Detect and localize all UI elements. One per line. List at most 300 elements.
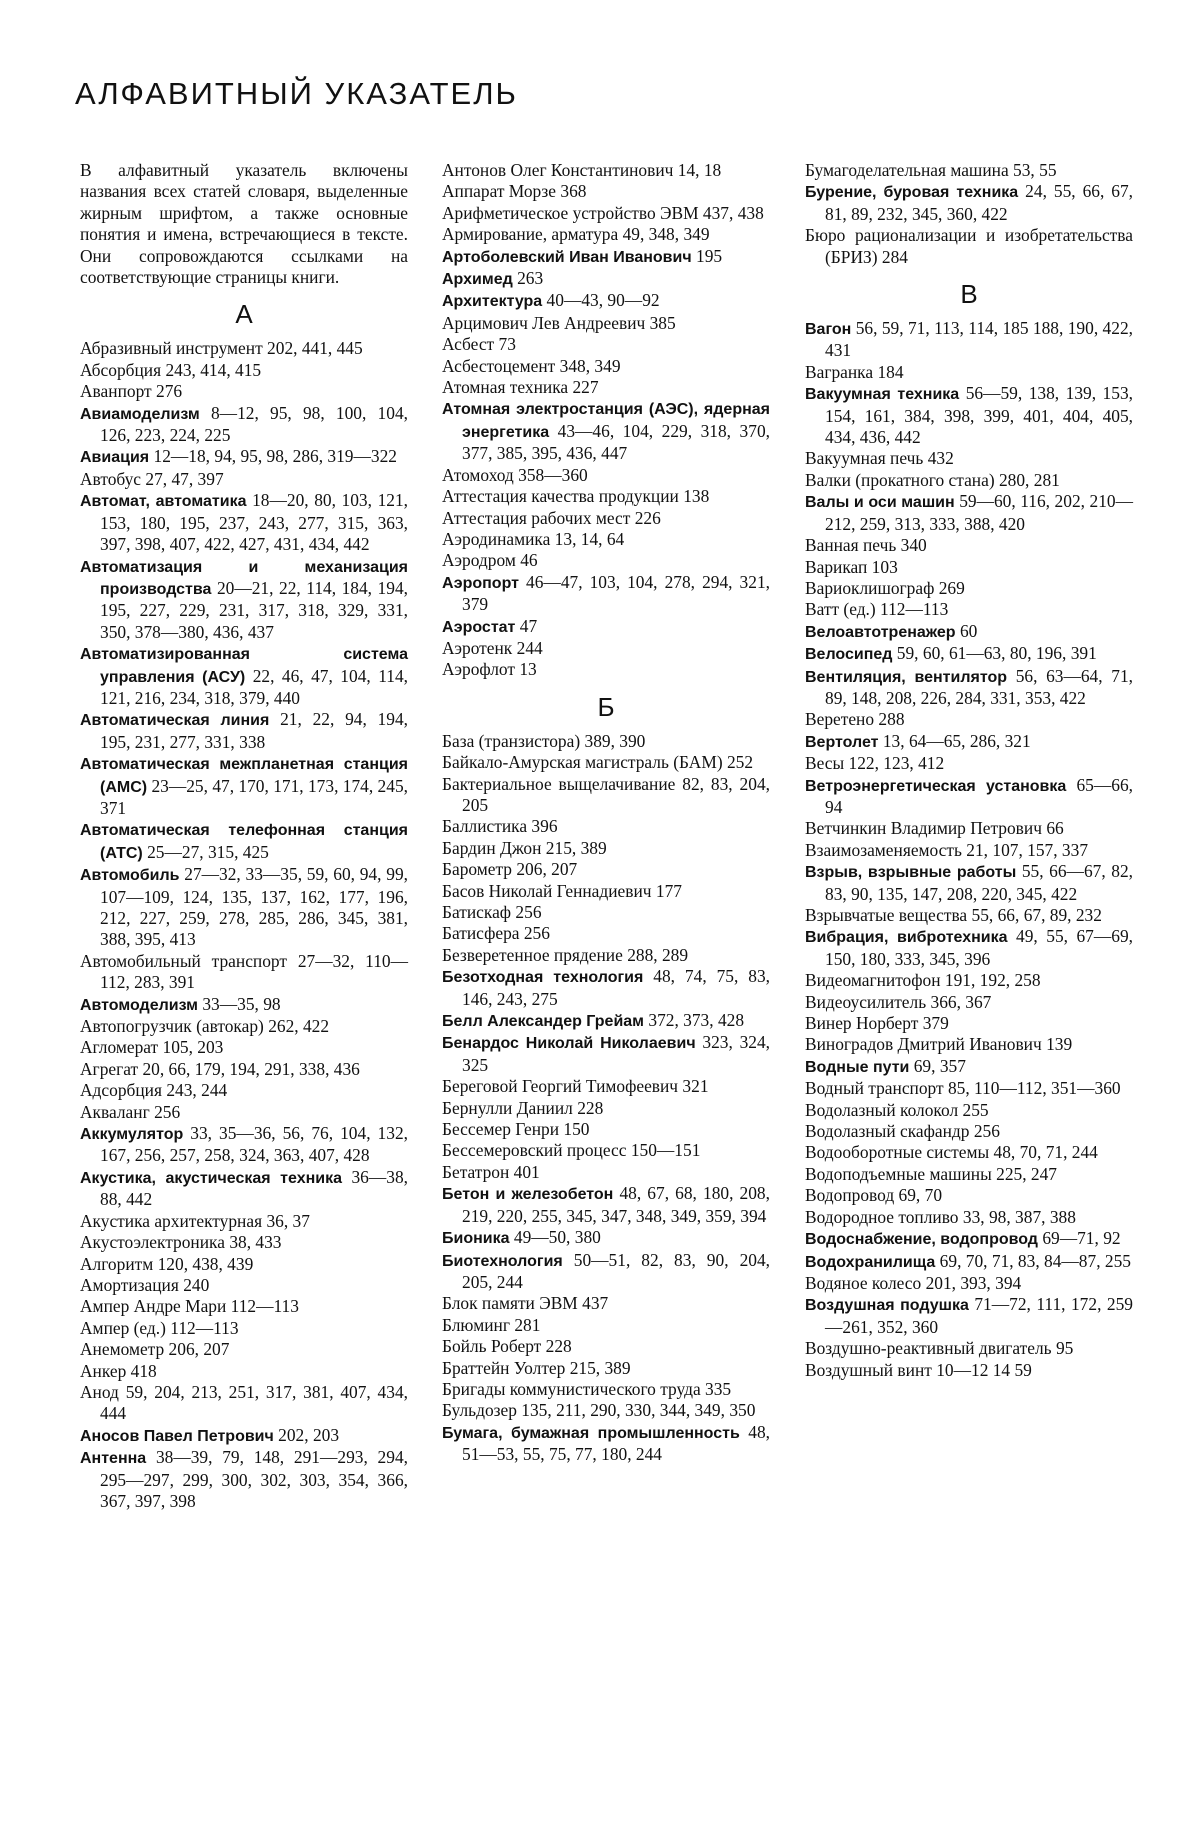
entry-term: Велосипед: [805, 646, 893, 664]
entry-term: Береговой Георгий Тимофеевич: [442, 1076, 679, 1097]
index-entry: [80, 1016, 408, 1037]
index-entry: [442, 203, 770, 224]
entry-term: Вертолет: [805, 733, 879, 751]
entry-pages: 59—60, 116, 202, 210—212, 259, 313, 333, 388, 420: [825, 491, 1133, 534]
entry-pages: 71—72, 111, 172, 259—261, 352, 360: [825, 1294, 1133, 1337]
entry-pages: 276: [156, 381, 183, 402]
index-entry: [80, 1339, 408, 1360]
entry-term: Валы и оси машин: [805, 494, 955, 512]
entry-pages: 13: [519, 659, 537, 680]
index-entry: [80, 1382, 408, 1425]
index-column-1: [80, 160, 408, 1512]
index-entry: [442, 1119, 770, 1140]
entry-term: Абсорбция: [80, 359, 162, 380]
entry-pages: 228: [577, 1097, 604, 1118]
index-entry: [80, 490, 408, 555]
index-entry: [442, 465, 770, 486]
entry-term: Атомная техника: [442, 377, 569, 398]
index-entry: [442, 181, 770, 202]
entry-pages: 23—25, 47, 170, 171, 173, 174, 245, 371: [100, 775, 408, 818]
index-entry: [805, 926, 1133, 970]
index-entry: [442, 398, 770, 464]
index-entry: [805, 1294, 1133, 1338]
entry-pages: 437, 438: [702, 202, 764, 223]
entry-pages: 150: [563, 1119, 590, 1140]
entry-pages: 14, 18: [677, 160, 722, 180]
entry-pages: 20, 66, 179, 194, 291, 338, 436: [142, 1058, 360, 1079]
index-entry: [80, 1167, 408, 1211]
entry-pages: 401: [513, 1161, 540, 1182]
index-entry: [805, 992, 1133, 1013]
entry-pages: 50—51, 82, 83, 90, 204, 205, 244: [462, 1249, 770, 1292]
index-entry: [805, 1013, 1133, 1034]
index-entry: [442, 1098, 770, 1119]
entry-pages: 177: [655, 880, 682, 901]
entry-term: Биотехнология: [442, 1252, 563, 1270]
index-entry: [442, 1293, 770, 1314]
entry-pages: 120, 438, 439: [157, 1253, 254, 1274]
entry-pages: 56, 59, 71, 113, 114, 185 188, 190, 422, 431: [825, 318, 1133, 361]
index-entry: [442, 881, 770, 902]
entry-term: Автомат, автоматика: [80, 493, 247, 511]
entry-term: Архимед: [442, 271, 513, 289]
entry-term: Аттестация рабочих мест: [442, 507, 631, 528]
entry-term: Воздушно-реактивный двигатель: [805, 1338, 1052, 1359]
entry-term: Арцимович Лев Андреевич: [442, 312, 646, 333]
entry-pages: 269: [938, 577, 965, 598]
entry-term: Веретено: [805, 709, 875, 730]
entry-term: Алгоритм: [80, 1253, 154, 1274]
index-entry: [805, 1360, 1133, 1381]
entry-term: Водоподъемные машины: [805, 1163, 992, 1184]
entry-pages: 122, 123, 412: [848, 753, 945, 774]
entry-term: Велоавтотренажер: [805, 623, 956, 641]
entry-pages: 256: [973, 1121, 1000, 1142]
index-entry: [80, 1037, 408, 1058]
entry-term: Автомоделизм: [80, 996, 198, 1014]
entry-pages: 8—12, 95, 98, 100, 104, 126, 223, 224, 225: [100, 402, 408, 446]
entry-term: Вакуумная печь: [805, 448, 924, 469]
entry-pages: 206, 207: [168, 1339, 230, 1360]
index-entry: [80, 643, 408, 709]
entry-term: Армирование, арматура: [442, 224, 619, 245]
entry-term: Архитектура: [442, 293, 543, 311]
index-entry: [442, 486, 770, 507]
index-entry: [442, 1315, 770, 1336]
entry-term: Валки (прокатного стана): [805, 469, 995, 490]
index-entry: [805, 1142, 1133, 1163]
entry-term: Автоматическая межпланетная станция (АМС): [80, 756, 408, 796]
entry-pages: 288, 289: [627, 944, 689, 965]
entry-term: Вариоклишограф: [805, 577, 935, 598]
entry-pages: 69, 70: [898, 1185, 943, 1206]
entry-pages: 281: [514, 1314, 541, 1335]
entry-term: Воздушный винт: [805, 1359, 932, 1380]
index-entry: [442, 945, 770, 966]
entry-term: Бригады коммунистического труда: [442, 1378, 701, 1399]
entry-term: Ампер (ед.): [80, 1317, 166, 1338]
entry-pages: 103: [871, 556, 898, 577]
index-entry: [442, 377, 770, 398]
entry-pages: 46—47, 103, 104, 278, 294, 321, 379: [462, 571, 770, 615]
index-entry: [805, 470, 1133, 491]
entry-pages: 385: [649, 312, 676, 333]
entry-term: Безверетенное прядение: [442, 944, 623, 965]
index-entry: [805, 181, 1133, 225]
entry-term: Аэропорт: [442, 574, 519, 592]
index-entry: [805, 535, 1133, 556]
index-entry: [805, 905, 1133, 926]
entry-term: Анемометр: [80, 1339, 165, 1360]
entry-term: Водный транспорт: [805, 1078, 944, 1099]
index-entry: [442, 224, 770, 245]
entry-pages: 206, 207: [516, 859, 578, 880]
index-entry: [442, 529, 770, 550]
index-entry: [805, 1121, 1133, 1142]
entry-pages: 262, 422: [268, 1016, 330, 1037]
entry-pages: 66: [1046, 818, 1064, 839]
index-entry: [80, 951, 408, 994]
index-entry: [442, 1422, 770, 1466]
entry-pages: 379: [922, 1013, 949, 1034]
entry-pages: 21, 22, 94, 194, 195, 231, 277, 331, 338: [100, 709, 408, 752]
index-entry: [442, 966, 770, 1010]
entry-pages: 437: [582, 1293, 609, 1314]
entry-pages: 226: [634, 507, 661, 528]
entry-pages: 255: [962, 1099, 989, 1120]
index-entry: [80, 381, 408, 402]
entry-term: Ванная печь: [805, 535, 897, 556]
entry-pages: 21, 107, 157, 337: [966, 839, 1089, 860]
entry-pages: 55, 66—67, 82, 83, 90, 135, 147, 208, 220, 345, 422: [825, 861, 1133, 904]
entry-pages: 36, 37: [266, 1210, 310, 1231]
entry-pages: 340: [900, 535, 927, 556]
entry-term: Водяное колесо: [805, 1272, 922, 1293]
entry-term: Блок памяти ЭВМ: [442, 1293, 578, 1314]
index-column-3: [805, 160, 1133, 1381]
index-entry: [442, 160, 770, 181]
entry-term: Акустика, акустическая техника: [80, 1169, 343, 1187]
entry-pages: 335: [705, 1378, 732, 1399]
index-entry: [805, 621, 1133, 643]
index-entry: [80, 1102, 408, 1123]
entry-term: Аванпорт: [80, 381, 152, 402]
index-entry: [442, 1336, 770, 1357]
entry-term: Ветчинкин Владимир Петрович: [805, 818, 1042, 839]
entry-pages: 358—360: [518, 464, 588, 485]
index-entry: [80, 994, 408, 1016]
index-entry: [805, 557, 1133, 578]
entry-term: Бессемер Генри: [442, 1119, 560, 1140]
entry-pages: 59, 60, 61—63, 80, 196, 391: [896, 643, 1097, 664]
entry-pages: 95: [1055, 1338, 1074, 1359]
entry-pages: 60: [959, 620, 978, 641]
index-entry: [805, 383, 1133, 448]
entry-term: Бульдозер: [442, 1400, 517, 1421]
entry-pages: 13, 64—65, 286, 321: [882, 730, 1031, 751]
entry-pages: 432: [927, 448, 954, 469]
index-entry: [442, 616, 770, 638]
entry-term: Асбестоцемент: [442, 355, 556, 376]
entry-pages: 243, 414, 415: [165, 359, 262, 380]
entry-pages: 191, 192, 258: [944, 970, 1041, 991]
entry-term: База (транзистора): [442, 730, 581, 751]
entry-pages: 69, 70, 71, 83, 84—87, 255: [939, 1250, 1131, 1271]
entry-term: Винер Норберт: [805, 1013, 919, 1034]
index-entry: [80, 1211, 408, 1232]
index-column-2: [442, 160, 770, 1466]
index-entry: [805, 861, 1133, 905]
entry-pages: 69, 357: [913, 1055, 966, 1076]
entry-term: Бойль Роберт: [442, 1336, 542, 1357]
entry-term: Автоматизация и механизация производства: [80, 558, 408, 598]
index-entry: [805, 840, 1133, 861]
index-entry: [80, 1275, 408, 1296]
entry-term: Бардин Джон: [442, 837, 542, 858]
entry-pages: 215, 389: [569, 1357, 631, 1378]
entry-pages: 372, 373, 428: [648, 1010, 745, 1031]
entry-term: Автомобильный транспорт: [80, 950, 287, 971]
entry-pages: 256: [515, 902, 542, 922]
index-entry: [80, 1447, 408, 1512]
index-entry: [442, 816, 770, 837]
entry-term: Бумага, бумажная промышленность: [442, 1424, 740, 1442]
entry-pages: 368: [560, 181, 587, 202]
index-entry: [80, 338, 408, 359]
entry-pages: 55, 66, 67, 89, 232: [971, 905, 1102, 925]
index-entry: [805, 160, 1133, 181]
entry-pages: 22, 46, 47, 104, 114, 121, 216, 234, 318, 379, 440: [100, 665, 408, 708]
index-entry: [805, 318, 1133, 362]
entry-pages: 43—46, 104, 229, 318, 370, 377, 385, 395, 436, 447: [462, 420, 770, 464]
entry-pages: 201, 393, 394: [925, 1272, 1022, 1293]
entry-term: Автоматическая линия: [80, 712, 270, 730]
entry-term: Авиамоделизм: [80, 405, 200, 423]
entry-term: Анод: [80, 1381, 119, 1402]
entry-pages: 18—20, 80, 103, 121, 153, 180, 195, 237, 243, 277, 315, 363, 397, 398, 407, 422, 427, 431, 434, 442: [100, 490, 409, 555]
index-entry: [80, 1123, 408, 1167]
entry-term: Автопогрузчик (автокар): [80, 1016, 264, 1037]
entry-term: Бумагоделательная машина: [805, 160, 1009, 180]
entry-pages: 256: [154, 1101, 181, 1122]
entry-pages: 25—27, 315, 425: [147, 841, 269, 862]
index-entry: [442, 1183, 770, 1227]
entry-term: Баллистика: [442, 816, 528, 837]
entry-pages: 321: [682, 1076, 709, 1097]
entry-term: Акустоэлектроника: [80, 1232, 225, 1253]
entry-pages: 48, 67, 68, 180, 208, 219, 220, 255, 345, 347, 348, 349, 359, 394: [462, 1183, 770, 1226]
entry-term: Водооборотные системы: [805, 1142, 990, 1163]
index-entry: [442, 774, 770, 817]
index-entry: [80, 1318, 408, 1339]
entry-term: Водные пути: [805, 1058, 910, 1076]
index-entry: [442, 313, 770, 334]
entry-term: Видеоусилитель: [805, 991, 927, 1012]
entry-pages: 33, 35—36, 56, 76, 104, 132, 167, 256, 257, 258, 324, 363, 407, 428: [100, 1123, 408, 1166]
entry-pages: 243, 244: [166, 1080, 228, 1101]
entry-term: Антонов Олег Константинович: [442, 160, 674, 180]
entry-term: Водолазный скафандр: [805, 1121, 970, 1142]
index-entry: [442, 572, 770, 616]
entry-term: Аккумулятор: [80, 1126, 184, 1144]
entry-term: Блюминг: [442, 1314, 510, 1335]
entry-pages: 49, 348, 349: [622, 224, 710, 245]
entry-term: Аппарат Морзе: [442, 181, 557, 202]
entry-term: Басов Николай Геннадиевич: [442, 880, 652, 901]
index-entry: [442, 1250, 770, 1294]
entry-term: Вагранка: [805, 361, 874, 382]
entry-pages: 38—39, 79, 148, 291—293, 294, 295—297, 299, 300, 302, 303, 354, 366, 367, 397, 398: [100, 1447, 408, 1511]
entry-pages: 215, 389: [545, 837, 607, 858]
entry-term: Воздушная подушка: [805, 1297, 969, 1315]
index-entry: [442, 1076, 770, 1097]
index-entry: [80, 819, 408, 864]
entry-pages: 49—50, 380: [513, 1227, 601, 1248]
entry-pages: 27—32, 110—112, 283, 391: [100, 950, 408, 993]
index-entry: [442, 923, 770, 944]
entry-term: Асбест: [442, 334, 495, 355]
entry-pages: 10—12 14 59: [936, 1359, 1032, 1380]
entry-pages: 36—38, 88, 442: [100, 1166, 408, 1210]
entry-term: Батискаф: [442, 902, 512, 922]
index-entry: [80, 360, 408, 381]
index-entry: [442, 838, 770, 859]
entry-term: Взрывчатые вещества: [805, 905, 968, 925]
entry-term: Амортизация: [80, 1274, 179, 1295]
entry-pages: 24, 55, 66, 67, 81, 89, 232, 345, 360, 422: [825, 181, 1133, 224]
entry-pages: 112—113: [880, 599, 949, 620]
entry-term: Взрыв, взрывные работы: [805, 864, 1017, 882]
entry-term: Водолазный колокол: [805, 1099, 959, 1120]
index-entry: [805, 362, 1133, 383]
index-entry: [805, 1164, 1133, 1185]
index-entry: [442, 859, 770, 880]
entry-pages: 33—35, 98: [202, 993, 281, 1014]
entry-pages: 12—18, 94, 95, 98, 286, 319—322: [153, 446, 397, 467]
entry-pages: 396: [531, 816, 558, 837]
entry-pages: 227: [572, 377, 599, 398]
index-entry: [80, 403, 408, 447]
entry-pages: 46: [520, 550, 538, 571]
entry-pages: 49, 55, 67—69, 150, 180, 333, 345, 396: [825, 926, 1133, 969]
entry-term: Аэродинамика: [442, 528, 551, 549]
index-entry: [805, 1251, 1133, 1273]
index-entry: [442, 1162, 770, 1183]
entry-term: Агломерат: [80, 1037, 159, 1058]
entry-pages: 252: [726, 752, 754, 773]
entry-term: Взаимозаменяемость: [805, 839, 962, 860]
entry-pages: 56—59, 138, 139, 153, 154, 161, 384, 398, 399, 401, 404, 405, 434, 436, 442: [825, 383, 1133, 448]
entry-pages: 244: [516, 637, 543, 658]
entry-term: Агрегат: [80, 1058, 139, 1079]
entry-pages: 418: [130, 1360, 157, 1381]
index-entry: [80, 1232, 408, 1253]
entry-pages: 112—113: [170, 1317, 239, 1338]
index-entry: [805, 448, 1133, 469]
entry-term: Бенардос Николай Николаевич: [442, 1035, 696, 1053]
index-entry: [442, 268, 770, 290]
index-entry: [805, 731, 1133, 753]
entry-pages: 202, 203: [278, 1424, 340, 1445]
entry-pages: 263: [517, 268, 544, 289]
index-entry: [442, 1379, 770, 1400]
entry-pages: 195: [696, 245, 723, 266]
index-entry: [80, 446, 408, 468]
entry-term: Ватт (ед.): [805, 599, 876, 620]
index-entry: [442, 1400, 770, 1421]
index-entry: [442, 1358, 770, 1379]
entry-term: Водохранилища: [805, 1253, 936, 1271]
entry-pages: 48, 74, 75, 83, 146, 243, 275: [462, 966, 770, 1009]
entry-term: Анкер: [80, 1360, 127, 1381]
index-entry: [80, 864, 408, 951]
entry-term: Бионика: [442, 1230, 510, 1248]
entry-pages: 240: [183, 1274, 210, 1295]
index-entry: [805, 1100, 1133, 1121]
index-entry: [805, 491, 1133, 535]
entry-term: Байкало-Амурская магистраль (БАМ): [442, 752, 723, 773]
entry-pages: 85, 110—112, 351—360: [947, 1078, 1121, 1099]
entry-pages: 65—66, 94: [825, 774, 1133, 817]
entry-term: Атомоход: [442, 464, 514, 485]
entry-term: Автомобиль: [80, 867, 180, 885]
index-entry: [442, 334, 770, 355]
entry-pages: 47: [519, 615, 538, 636]
intro-paragraph: В алфавитный указатель включены названия всех статей словаря, выделенные жирным шрифтом, а также основные понятия и имена, встречающиеся в тексте. Они сопровождаются ссылками на соответствующие страницы книги.: [80, 160, 408, 288]
index-entry: [442, 1227, 770, 1249]
index-entry: [442, 659, 770, 680]
index-entry: [442, 550, 770, 571]
entry-term: Безотходная технология: [442, 969, 644, 987]
entry-pages: 73: [498, 334, 516, 355]
entry-term: Атомная электростанция (АЭС), ядерная энергетика: [442, 401, 770, 441]
entry-term: Варикап: [805, 556, 868, 577]
entry-term: Вагон: [805, 321, 852, 339]
index-entry: [442, 902, 770, 923]
entry-term: Весы: [805, 753, 845, 774]
index-entry: [442, 246, 770, 268]
index-entry: [805, 775, 1133, 819]
entry-term: Автоматическая телефонная станция (АТС): [80, 822, 408, 862]
entry-pages: 256: [523, 923, 550, 944]
entry-pages: 284: [881, 246, 908, 267]
index-entry: [805, 666, 1133, 710]
entry-term: Виноградов Дмитрий Иванович: [805, 1034, 1042, 1055]
index-entry: [80, 1080, 408, 1101]
entry-term: Батисфера: [442, 923, 520, 944]
entry-pages: 38, 433: [229, 1232, 282, 1253]
entry-term: Аносов Павел Петрович: [80, 1427, 274, 1445]
index-entry: [80, 469, 408, 490]
entry-term: Аэродром: [442, 550, 516, 571]
entry-pages: 20—21, 22, 114, 184, 194, 195, 227, 229, 231, 317, 318, 329, 331, 350, 378—380, 436, 437: [100, 577, 408, 642]
entry-pages: 59, 204, 213, 251, 317, 381, 407, 434, 444: [100, 1381, 408, 1424]
entry-pages: 112—113: [230, 1296, 299, 1317]
index-entry: [442, 290, 770, 312]
index-entry: [442, 1032, 770, 1076]
entry-term: Бетон и железобетон: [442, 1186, 614, 1204]
entry-term: Браттейн Уолтер: [442, 1357, 566, 1378]
entry-term: Аэростат: [442, 618, 516, 636]
entry-pages: 280, 281: [998, 469, 1060, 490]
index-entry: [805, 578, 1133, 599]
entry-term: Бессемеровский процесс: [442, 1140, 627, 1161]
index-entry: [442, 752, 770, 773]
entry-term: Бюро рационализации и изобретательства (БРИЗ): [805, 225, 1133, 267]
index-entry: [442, 508, 770, 529]
index-entry: [805, 225, 1133, 268]
entry-pages: 138: [683, 486, 710, 507]
